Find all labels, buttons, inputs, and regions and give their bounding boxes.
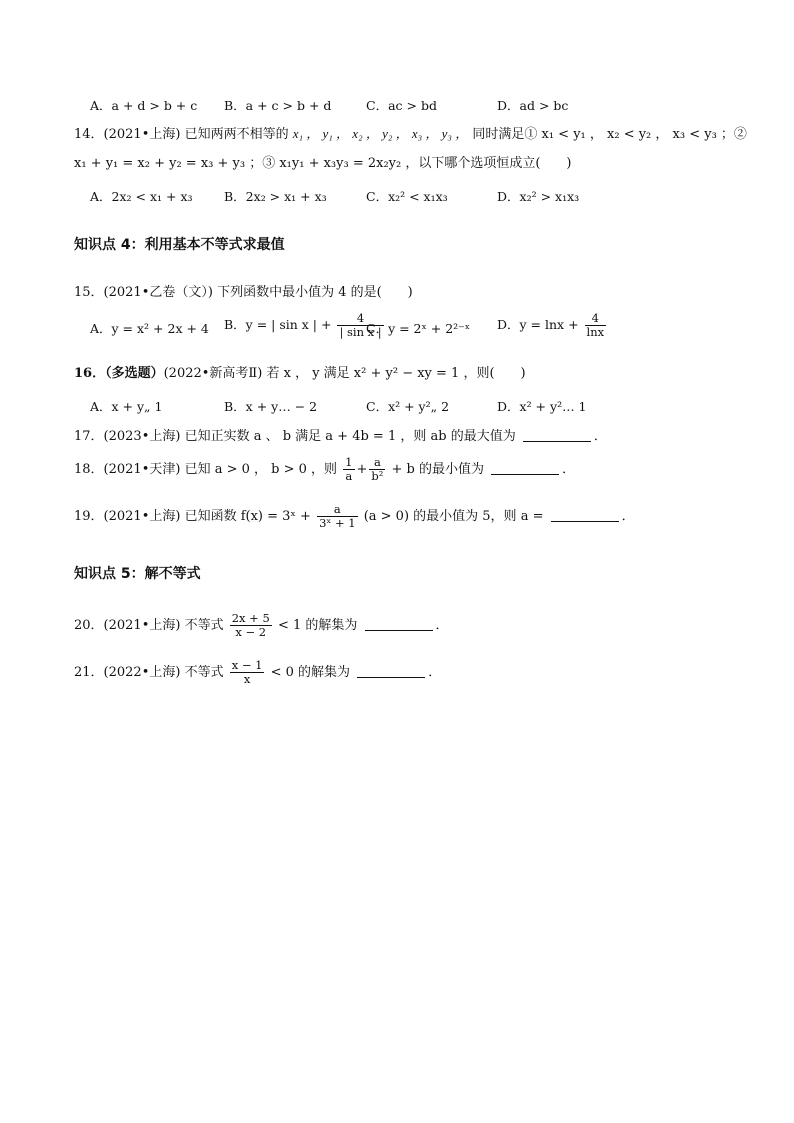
section-4-heading: 知识点 4：利用基本不等式求最值 [74, 237, 285, 253]
q19-prefix: 19．(2021•上海) 已知函数 f(x) = 3ˣ + [74, 509, 311, 524]
fraction-numerator: a [317, 503, 357, 517]
q19-suffix: (a > 0) 的最小值为 5，则 a = [363, 509, 544, 524]
section-5-heading: 知识点 5：解不等式 [74, 566, 201, 582]
q21-end: ． [428, 665, 442, 680]
q16-multi-select-tag: （多选题） [105, 366, 164, 381]
q20-suffix: < 1 的解集为 [277, 618, 358, 633]
q18-plus: + [356, 462, 368, 477]
q18-suffix: + b 的最小值为 [391, 462, 485, 477]
fraction-numerator: 1 [345, 455, 353, 469]
q13-option-c: C．ac > bd [366, 98, 437, 113]
q21-fraction [230, 659, 265, 686]
q17-stem [74, 428, 607, 446]
fraction-denominator: x [243, 672, 251, 686]
fraction-numerator: a [369, 456, 385, 470]
q15-option-d [497, 312, 608, 339]
q14-stem-line2: x₁ + y₁ = x₂ + y₂ = x₃ + y₃ ；③ x₁y₁ + x₃y₃ = 2x₂y₂ ，以下哪个选项恒成立( ) [74, 156, 572, 171]
fraction-numerator: 2x + 5 [231, 611, 270, 625]
q14-prefix: 14．(2021•上海) 已知两两不相等的 [74, 127, 289, 142]
q16-option-a: A．x + y„ 1 [90, 399, 163, 414]
q20-fraction [230, 612, 272, 639]
fraction-denominator: a [345, 469, 353, 483]
fraction-denominator: lnx [586, 325, 605, 339]
q14-condition1: 同时满足① x₁ < y₁ ， x₂ < y₂ ， x₃ < y₃ ；② [472, 127, 747, 142]
q16-stem [74, 365, 526, 383]
q15-option-c: C．y = 2ˣ + 2²⁻ˣ [366, 321, 471, 336]
q14-option-a: A．2x₂ < x₁ + x₃ [90, 189, 193, 204]
fraction-denominator: b² [371, 469, 384, 483]
q18-stem [74, 456, 575, 483]
q18-fraction-2 [369, 456, 385, 483]
q16-number: 16． [74, 366, 106, 381]
q20-prefix: 20．(2021•上海) 不等式 [74, 618, 224, 633]
q14-stem-line1 [74, 125, 747, 144]
q13-option-a: A．a + d > b + c [90, 98, 198, 113]
fraction-numerator: x − 1 [231, 658, 263, 672]
answer-blank[interactable] [491, 462, 559, 475]
q13-option-d: D．ad > bc [497, 98, 569, 113]
q21-prefix: 21．(2022•上海) 不等式 [74, 665, 224, 680]
q15-option-d-prefix: D．y = lnx + [497, 317, 579, 332]
q15-option-d-fraction [585, 312, 607, 339]
answer-blank[interactable] [365, 618, 433, 631]
q20-end: ． [435, 618, 449, 633]
q16-text: (2022•新高考Ⅱ) 若 x ， y 满足 x² + y² − xy = 1 ，则( ) [163, 366, 526, 381]
q13-option-b: B．a + c > b + d [224, 98, 332, 113]
q14-option-d: D．x₂² > x₁x₃ [497, 189, 580, 204]
q18-end: ． [562, 462, 576, 477]
q17-end: ． [593, 429, 607, 444]
q17-text: 17．(2023•上海) 已知正实数 a 、 b 满足 a + 4b = 1 ，则 ab 的最大值为 [74, 429, 516, 444]
q15-option-a: A．y = x² + 2x + 4 [90, 321, 209, 336]
answer-blank[interactable] [523, 429, 591, 442]
q14-option-c: C．x₂² < x₁x₃ [366, 189, 448, 204]
answer-blank[interactable] [551, 509, 619, 522]
fraction-denominator: 3ˣ + 1 [319, 516, 356, 530]
q14-option-b: B．2x₂ > x₁ + x₃ [224, 189, 327, 204]
q21-stem [74, 659, 441, 686]
q15-stem: 15．(2021•乙卷（文）) 下列函数中最小值为 4 的是( ) [74, 285, 413, 300]
q16-option-b: B．x + y… − 2 [224, 399, 318, 414]
q16-option-c: C．x² + y²„ 2 [366, 399, 450, 414]
fraction-denominator: | sin x | [339, 325, 382, 339]
answer-blank[interactable] [357, 665, 425, 678]
q18-prefix: 18．(2021•天津) 已知 a > 0 ， b > 0 ，则 [74, 462, 338, 477]
fraction-numerator: 4 [585, 312, 607, 326]
q15-option-b [224, 312, 386, 339]
q14-vars: x₁ ， y₁ ， x₂ ， y₂ ， x₃ ， y₃ ， [292, 126, 469, 141]
q19-stem [74, 503, 635, 530]
q21-suffix: < 0 的解集为 [270, 665, 351, 680]
q16-option-d: D．x² + y²… 1 [497, 399, 587, 414]
q19-end: ． [621, 509, 635, 524]
q20-stem [74, 612, 449, 639]
fraction-numerator: 4 [337, 312, 383, 326]
q15-option-b-prefix: B．y = | sin x | + [224, 317, 332, 332]
q18-fraction-1 [343, 456, 354, 483]
q19-fraction [317, 503, 357, 530]
fraction-denominator: x − 2 [235, 625, 267, 639]
